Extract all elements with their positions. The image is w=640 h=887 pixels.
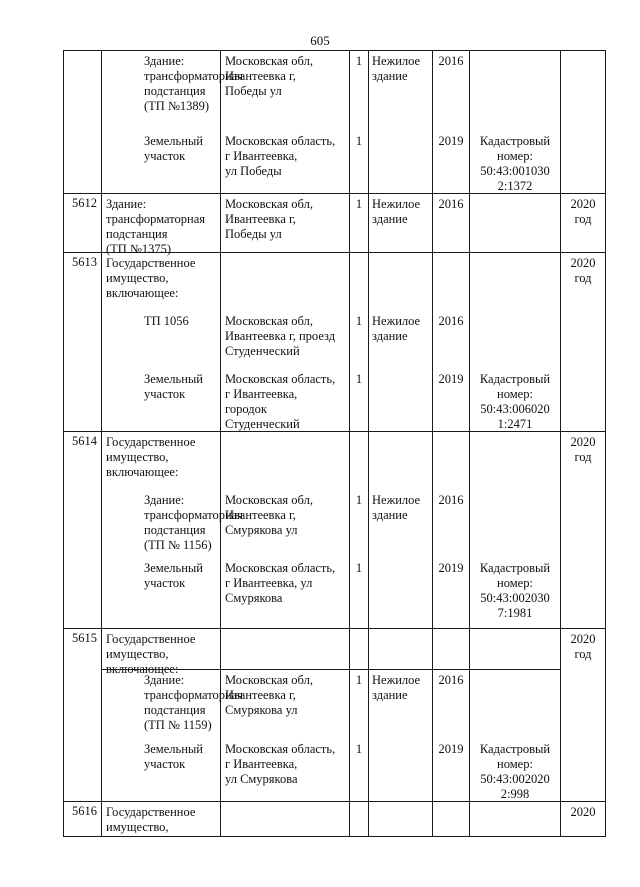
address-cell xyxy=(221,802,350,837)
cell-block xyxy=(350,669,368,739)
cell-block xyxy=(433,558,469,628)
term-line: год xyxy=(574,212,592,226)
cadastral-cell xyxy=(470,194,561,253)
cadastral-cell xyxy=(470,51,561,194)
year-cell xyxy=(433,51,470,194)
cell-block xyxy=(221,432,349,490)
name-line: трансформаторная xyxy=(144,508,244,522)
quantity-value: 1 xyxy=(355,134,363,148)
name-line: Здание: xyxy=(144,673,185,687)
type-line: Нежилое xyxy=(372,493,421,507)
cell-block xyxy=(433,131,469,193)
address-line: г Ивантеевка, xyxy=(225,757,298,771)
cell-block xyxy=(221,253,349,311)
cell-block xyxy=(102,253,220,311)
name-line: подстанция xyxy=(106,227,168,241)
term-cell xyxy=(561,802,606,837)
cell-block xyxy=(433,669,469,739)
quantity-value: 1 xyxy=(355,54,363,68)
name-line: Земельный участок xyxy=(144,742,203,771)
cadastral-line: 1:2471 xyxy=(497,417,533,431)
address-line: Ивантеевка г, xyxy=(225,212,296,226)
cadastral-line: Кадастровый xyxy=(479,742,551,756)
name-line: Здание: xyxy=(106,197,147,211)
cell-block xyxy=(369,558,432,628)
cell-block xyxy=(433,311,469,369)
cell-block xyxy=(433,253,469,311)
address-line: Смурякова ул xyxy=(225,703,298,717)
cell-block xyxy=(470,490,560,558)
year-value: 2016 xyxy=(438,673,464,687)
cell-block xyxy=(433,802,469,836)
cell-block xyxy=(561,802,605,820)
cell-block xyxy=(350,490,368,558)
address-line: Ивантеевка г, xyxy=(225,69,296,83)
address-cell xyxy=(221,194,350,253)
quantity-cell xyxy=(350,253,369,432)
address-cell xyxy=(221,51,350,194)
year-value: 2016 xyxy=(438,197,464,211)
cell-block xyxy=(102,558,220,628)
year-value: 2019 xyxy=(438,561,464,575)
term-line: 2020 xyxy=(570,256,596,270)
address-line: Победы ул xyxy=(225,84,282,98)
cell-block xyxy=(350,131,368,193)
cell-block xyxy=(221,739,349,801)
cell-block xyxy=(470,739,560,801)
cell-block xyxy=(350,369,368,431)
name-line: подстанция xyxy=(144,523,206,537)
cell-block xyxy=(350,432,368,490)
cell-block xyxy=(221,802,349,836)
type-line: Нежилое xyxy=(372,197,421,211)
cell-block xyxy=(470,629,560,669)
name-line: подстанция xyxy=(144,84,206,98)
cell-block xyxy=(561,629,605,662)
quantity-value: 1 xyxy=(355,493,363,507)
address-line: Московская область, xyxy=(225,372,336,386)
name-line: Здание: xyxy=(144,54,185,68)
cell-block xyxy=(433,51,469,131)
type-line: Нежилое xyxy=(372,673,421,687)
object-name-cell xyxy=(102,432,244,629)
cell-block xyxy=(433,369,469,431)
table-row xyxy=(64,629,606,802)
name-line: имущество, xyxy=(106,647,169,661)
quantity-value: 1 xyxy=(355,561,363,575)
type-line: Нежилое xyxy=(372,314,421,328)
name-line: Земельный участок xyxy=(144,134,203,163)
row-number xyxy=(64,51,102,194)
address-line: Смурякова ул xyxy=(225,523,298,537)
cell-block xyxy=(369,369,432,431)
type-line: здание xyxy=(372,329,408,343)
row-number: 5614 xyxy=(64,432,102,629)
cell-block xyxy=(102,369,220,431)
quantity-value: 1 xyxy=(355,742,363,756)
cell-block xyxy=(369,311,432,369)
name-line: включающее: xyxy=(106,662,179,676)
year-value: 2016 xyxy=(438,314,464,328)
type-line: здание xyxy=(372,212,408,226)
name-line: трансформаторная xyxy=(144,688,244,702)
address-line: г Ивантеевка, xyxy=(225,149,298,163)
cell-block xyxy=(102,311,220,369)
cell-block xyxy=(350,558,368,628)
row-number: 5613 xyxy=(64,253,102,432)
quantity-cell xyxy=(350,51,369,194)
cadastral-line: номер: xyxy=(497,576,533,590)
property-registry-table xyxy=(63,50,606,837)
name-line: ТП 1056 xyxy=(144,314,189,328)
cell-block xyxy=(433,629,469,669)
cell-block xyxy=(561,432,605,465)
row-number: 5616 xyxy=(64,802,102,837)
table-row xyxy=(64,51,606,194)
name-line: подстанция xyxy=(144,703,206,717)
year-value: 2019 xyxy=(438,134,464,148)
address-line: Московская область, xyxy=(225,561,336,575)
table-row xyxy=(64,194,606,253)
cell-block xyxy=(102,131,220,193)
cadastral-line: 50:43:006020 xyxy=(480,402,550,416)
cell-block xyxy=(221,194,349,252)
term-cell xyxy=(561,629,606,802)
address-line: Студенческий xyxy=(225,417,300,431)
type-line: здание xyxy=(372,69,408,83)
cell-block xyxy=(433,490,469,558)
year-cell xyxy=(433,194,470,253)
year-cell xyxy=(433,802,470,837)
cell-block xyxy=(350,629,368,669)
cell-block xyxy=(369,490,432,558)
address-line: г Ивантеевка, ул xyxy=(225,576,313,590)
cell-block xyxy=(470,669,560,739)
name-line: Государственное xyxy=(106,256,196,270)
name-line: (ТП №1375) xyxy=(106,242,172,256)
cell-block xyxy=(221,369,349,431)
cadastral-cell xyxy=(470,802,561,837)
cell-block xyxy=(369,802,432,836)
name-line: включающее: xyxy=(106,465,179,479)
address-line: Московская обл, xyxy=(225,673,313,687)
type-line: здание xyxy=(372,688,408,702)
cell-block xyxy=(369,194,432,252)
name-line: трансформаторная xyxy=(144,69,244,83)
row-number: 5612 xyxy=(64,194,102,253)
type-line: здание xyxy=(372,508,408,522)
cell-block xyxy=(221,558,349,628)
year-value: 2019 xyxy=(438,372,464,386)
cell-block xyxy=(102,669,244,739)
cell-block xyxy=(369,669,432,739)
address-line: Московская область, xyxy=(225,134,336,148)
quantity-value: 1 xyxy=(355,673,363,687)
cell-block xyxy=(221,51,349,131)
cell-block xyxy=(433,432,469,490)
cell-block xyxy=(369,253,432,311)
cell-block xyxy=(102,739,220,801)
quantity-cell xyxy=(350,629,369,802)
address-line: г Ивантеевка, xyxy=(225,387,298,401)
year-cell xyxy=(433,253,470,432)
year-cell xyxy=(433,432,470,629)
cell-block xyxy=(350,802,368,836)
name-line: (ТП №1389) xyxy=(144,99,210,113)
cell-block xyxy=(221,490,349,558)
term-line: 2020 xyxy=(570,197,596,211)
cell-block xyxy=(221,311,349,369)
name-line: имущество, xyxy=(106,450,169,464)
quantity-cell xyxy=(350,432,369,629)
object-type-cell xyxy=(369,432,433,629)
quantity-cell xyxy=(350,194,369,253)
cell-block xyxy=(369,739,432,801)
cadastral-line: Кадастровый xyxy=(479,372,551,386)
name-line: (ТП № 1159) xyxy=(144,718,212,732)
address-cell xyxy=(221,629,350,802)
cadastral-line: номер: xyxy=(497,387,533,401)
address-line: Победы ул xyxy=(225,227,282,241)
object-type-cell xyxy=(369,629,433,802)
address-line: Московская область, xyxy=(225,742,336,756)
cadastral-line: 50:43:001030 xyxy=(480,164,550,178)
term-cell xyxy=(561,432,606,629)
cell-block xyxy=(369,432,432,490)
address-line: Ивантеевка г, xyxy=(225,508,296,522)
cell-block xyxy=(102,490,244,558)
name-line: Земельный участок xyxy=(144,561,203,590)
cadastral-line: номер: xyxy=(497,149,533,163)
address-line: Московская обл, xyxy=(225,314,313,328)
term-line: 2020 xyxy=(570,435,596,449)
term-cell xyxy=(561,194,606,253)
year-value: 2016 xyxy=(438,54,464,68)
name-line: Государственное xyxy=(106,435,196,449)
cell-block xyxy=(102,629,220,676)
object-name-cell xyxy=(102,51,244,194)
quantity-value: 1 xyxy=(355,314,363,328)
cadastral-line: номер: xyxy=(497,757,533,771)
cell-block xyxy=(561,253,605,286)
cell-block xyxy=(102,194,220,256)
quantity-value: 1 xyxy=(355,197,363,211)
address-line: Ивантеевка г, проезд xyxy=(225,329,336,343)
cell-block xyxy=(470,194,560,252)
name-line: имущество, xyxy=(106,820,169,834)
row-number: 5615 xyxy=(64,629,102,802)
object-type-cell xyxy=(369,194,433,253)
name-line: Земельный участок xyxy=(144,372,203,401)
address-line: Ивантеевка г, xyxy=(225,688,296,702)
address-cell xyxy=(221,253,350,432)
quantity-value: 1 xyxy=(355,372,363,386)
cadastral-cell xyxy=(470,432,561,629)
address-line: Студенческий xyxy=(225,344,300,358)
term-line: год xyxy=(574,647,592,661)
name-line: включающее: xyxy=(106,286,179,300)
cell-block xyxy=(470,432,560,490)
cell-block xyxy=(470,131,560,193)
term-line: год xyxy=(574,450,592,464)
cell-block xyxy=(350,311,368,369)
cell-block xyxy=(102,802,220,836)
cell-block xyxy=(221,131,349,193)
cell-block xyxy=(350,51,368,131)
type-line: Нежилое xyxy=(372,54,421,68)
cell-block xyxy=(561,194,605,227)
cell-block xyxy=(470,253,560,311)
cadastral-line: Кадастровый xyxy=(479,561,551,575)
cell-block xyxy=(433,739,469,801)
cell-block xyxy=(221,629,349,669)
cell-block xyxy=(470,311,560,369)
page-number: 605 xyxy=(310,33,330,48)
registry-body xyxy=(64,51,606,837)
name-line: имущество, xyxy=(106,271,169,285)
cell-block xyxy=(369,131,432,193)
cell-block xyxy=(470,51,560,131)
cadastral-cell xyxy=(470,629,561,802)
name-line: Здание: xyxy=(144,493,185,507)
address-line: городок xyxy=(225,402,267,416)
name-line: (ТП № 1156) xyxy=(144,538,212,552)
address-line: Смурякова xyxy=(225,591,283,605)
cadastral-line: 50:43:002030 xyxy=(480,591,550,605)
cadastral-line: 2:998 xyxy=(500,787,530,801)
object-type-cell xyxy=(369,253,433,432)
address-cell xyxy=(221,432,350,629)
cell-block xyxy=(470,558,560,628)
cell-block xyxy=(561,51,605,54)
cadastral-line: 7:1981 xyxy=(497,606,533,620)
object-name-cell xyxy=(102,802,221,837)
cell-block xyxy=(433,194,469,252)
term-line: 2020 xyxy=(570,805,596,819)
cadastral-line: 2:1372 xyxy=(497,179,533,193)
table-row xyxy=(64,253,606,432)
cell-block xyxy=(470,369,560,431)
object-name-cell xyxy=(102,194,221,256)
cell-block xyxy=(350,739,368,801)
cell-block xyxy=(350,194,368,252)
term-line: 2020 xyxy=(570,632,596,646)
term-line: год xyxy=(574,271,592,285)
address-line: Московская обл, xyxy=(225,54,313,68)
cell-block xyxy=(102,432,220,490)
name-line: Государственное xyxy=(106,632,196,646)
year-value: 2019 xyxy=(438,742,464,756)
address-line: ул Смурякова xyxy=(225,772,298,786)
cadastral-line: Кадастровый xyxy=(479,134,551,148)
address-line: Московская обл, xyxy=(225,493,313,507)
year-value: 2016 xyxy=(438,493,464,507)
object-type-cell xyxy=(369,51,433,194)
cadastral-line: 50:43:002020 xyxy=(480,772,550,786)
table-row xyxy=(64,432,606,629)
term-cell xyxy=(561,253,606,432)
cell-block xyxy=(102,51,244,131)
address-line: ул Победы xyxy=(225,164,282,178)
cell-block xyxy=(221,669,349,739)
cell-block xyxy=(369,629,432,669)
table-row xyxy=(64,802,606,837)
name-line: трансформаторная xyxy=(106,212,206,226)
cell-block xyxy=(369,51,432,131)
term-cell xyxy=(561,51,606,194)
cadastral-cell xyxy=(470,253,561,432)
year-cell xyxy=(433,629,470,802)
object-name-cell xyxy=(102,253,221,432)
name-line: Государственное xyxy=(106,805,196,819)
address-line: Московская обл, xyxy=(225,197,313,211)
cell-block xyxy=(470,802,560,836)
cell-block xyxy=(350,253,368,311)
object-name-cell xyxy=(102,629,244,802)
object-type-cell xyxy=(369,802,433,837)
quantity-cell xyxy=(350,802,369,837)
